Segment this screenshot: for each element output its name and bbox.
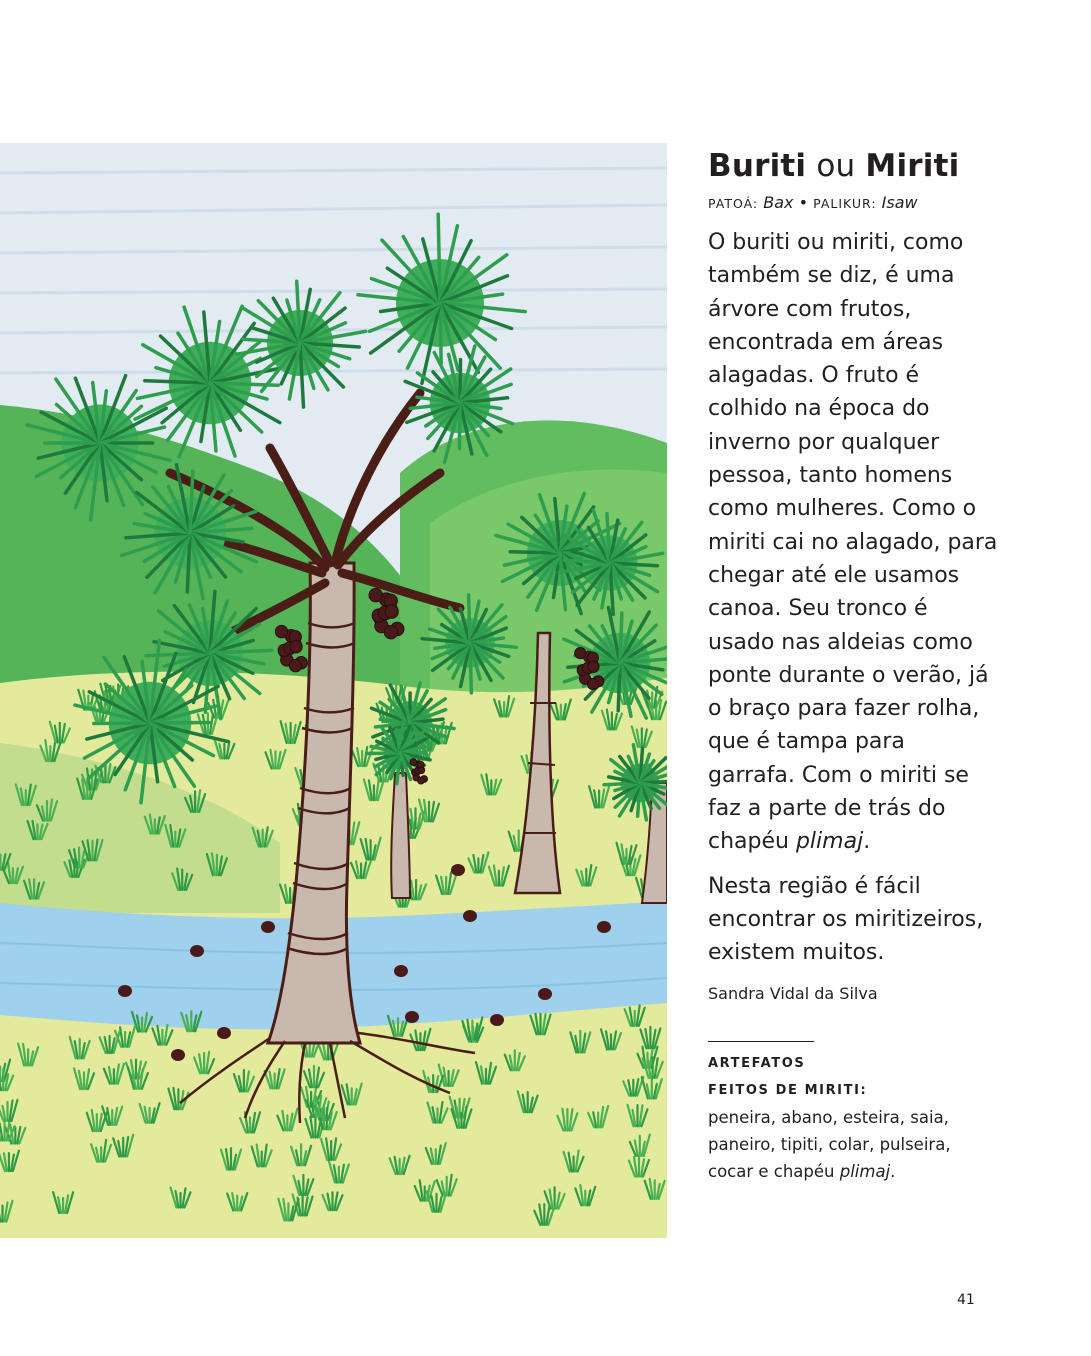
indigenous-names [708,192,998,215]
author-credit: Sandra Vidal da Silva [708,983,878,1003]
artifacts-period: . [890,1161,896,1181]
fallen-fruit [490,1014,504,1026]
patoa-label: PATOÁ: [708,196,759,211]
palm-small [391,773,410,898]
box-divider [708,1041,814,1042]
artifacts-heading-line-2: FEITOS DE MIRITI: [708,1082,868,1098]
fallen-fruit [261,921,275,933]
patoa-name: Bax [763,193,794,212]
fallen-fruit [217,1027,231,1039]
names-separator: • [798,193,808,212]
page-number: 41 [957,1292,975,1308]
paragraph-1-end: chapéu [708,829,796,855]
title-connector: ou [806,148,866,184]
fallen-fruit [597,921,611,933]
artifacts-heading-line-1: ARTEFATOS [708,1055,806,1071]
fallen-fruit [190,945,204,957]
paragraph-2: Nesta região é fácil encontrar os miritizeiros, existem muitos. [708,873,984,966]
paragraph-1-text: O buriti ou miriti, como também se diz, é uma árvore com frutos, encontrada em áreas alagadas. O fruto é colhido na época do inverno por qualquer pessoa, tanto homens como mulheres. Como o miriti cai no alagado, para chegar até ele usamos canoa. Seu tronco é usado nas aldeias como ponte durante o verão, já o braço para fazer rolha, que é tampa para garrafa. Com o miriti se faz a parte de trás do [708,230,998,822]
fallen-fruit [451,864,465,876]
title-buriti: Buriti [708,148,807,184]
buriti-drawing [0,143,667,1238]
article-body [708,226,998,970]
artifacts-plimaj: plimaj [839,1161,891,1181]
article-title [708,148,998,184]
fallen-fruit [394,965,408,977]
palikur-label: PALIKUR: [813,196,877,211]
artifacts-list [708,1104,998,1185]
artifacts-heading [708,1050,998,1104]
fallen-fruit [463,910,477,922]
artifacts-items: peneira, abano, esteira, saia, paneiro, tipiti, colar, pulseira, cocar e chapéu [708,1107,956,1181]
article-column [708,148,998,1185]
palikur-name: Isaw [881,193,918,212]
fallen-fruit [405,1011,419,1023]
fallen-fruit [118,985,132,997]
fallen-fruit [171,1049,185,1061]
paragraph-1 [708,226,998,859]
title-miriti: Miriti [865,148,960,184]
fallen-fruit [538,988,552,1000]
paragraph-1-period: . [863,829,871,855]
plimaj-term: plimaj [795,829,864,855]
